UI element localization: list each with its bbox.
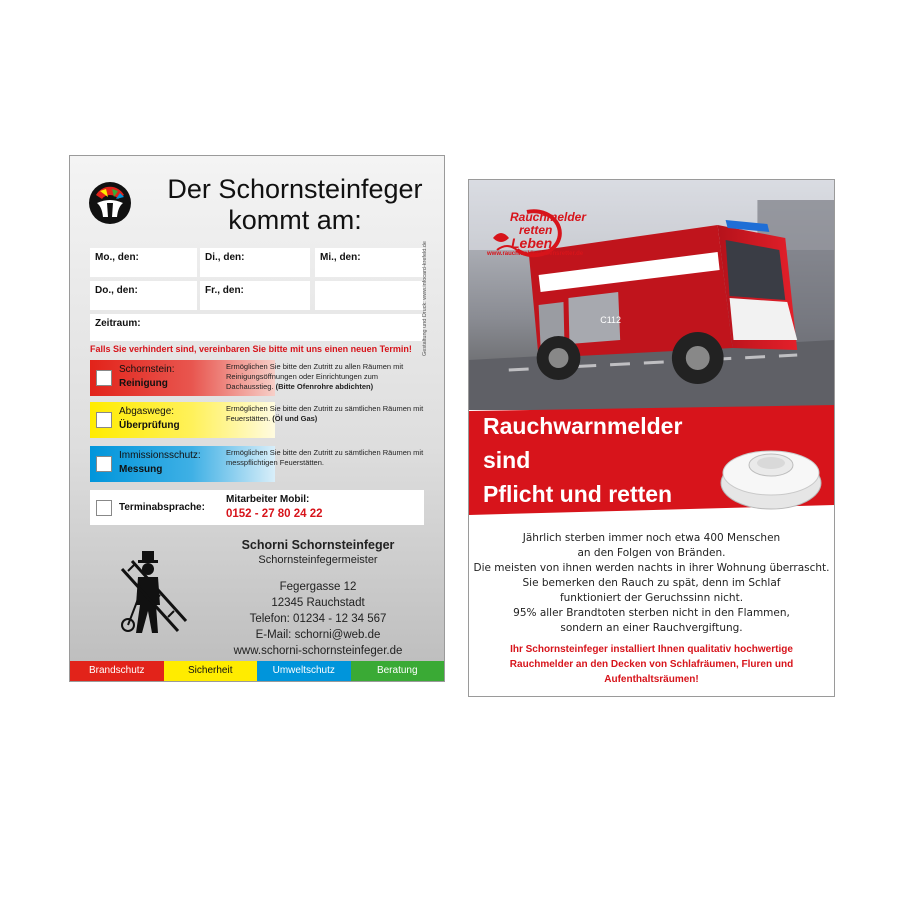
- info-text: [469, 531, 834, 636]
- company-name: Schorni Schornsteinfeger: [241, 538, 395, 552]
- date-field-label: Fr., den:: [205, 285, 244, 296]
- info-line: Sie bemerken den Rauch zu spät, denn im Schlaf: [522, 577, 781, 589]
- mobile-label: Mitarbeiter Mobil:: [226, 494, 310, 505]
- date-field-label: Do., den:: [95, 285, 138, 296]
- truck-number: C112: [600, 314, 622, 326]
- date-field-tuesday[interactable]: [200, 248, 310, 277]
- campaign-url[interactable]: www.rauchmelder-lebensretter.de: [487, 251, 584, 257]
- address-city: 12345 Rauchstadt: [271, 597, 365, 609]
- company-address: [220, 579, 416, 659]
- date-field-thursday[interactable]: [90, 281, 197, 310]
- row-label: [119, 449, 201, 477]
- installation-offer: [469, 642, 834, 687]
- service-footer: [70, 661, 444, 681]
- logo-text-line-2: retten: [519, 223, 553, 237]
- period-field[interactable]: [90, 314, 423, 341]
- smoke-detector-icon: [719, 435, 824, 515]
- row-label-main: Abgaswege:: [119, 406, 175, 417]
- row-description-text: Ermöglichen Sie bitte den Zutritt zu allen Räumen mit Reinigungsöffnungen oder Einrichtungen zum Dachausstieg.: [226, 362, 404, 391]
- row-label-task: Messung: [119, 464, 163, 475]
- task-row-chimney: [90, 360, 424, 396]
- offer-line: Rauchmelder an den Decken von Schlafräumen, Fluren und: [509, 659, 794, 670]
- mobile-number: 0152 - 27 80 24 22: [226, 508, 323, 520]
- headline-line-3: Leben!: [483, 515, 559, 541]
- company-block: [220, 538, 416, 659]
- logo-text-line-1: Rauchmelder: [510, 210, 587, 224]
- date-field-monday[interactable]: [90, 248, 197, 277]
- info-line: sondern an einer Rauchvergiftung.: [560, 622, 743, 634]
- info-line: Die meisten von ihnen werden nachts in ihrer Wohnung überrascht.: [473, 562, 830, 574]
- smoke-detector-flyer: [468, 179, 835, 697]
- row-description: [226, 448, 424, 468]
- footer-fire-protection: Brandschutz: [70, 661, 164, 681]
- date-field-friday[interactable]: [200, 281, 310, 310]
- date-field-wednesday[interactable]: [315, 248, 423, 277]
- reschedule-notice: Falls Sie verhindert sind, vereinbaren Sie bitte mit uns einen neuen Termin!: [90, 344, 412, 354]
- row-description-note: (Bitte Ofenrohre abdichten): [275, 382, 374, 391]
- offer-line: Aufenthaltsräumen!: [604, 674, 699, 685]
- logo-text-line-3: Leben: [511, 235, 553, 251]
- date-field-extra[interactable]: [315, 281, 423, 310]
- row-description: [226, 404, 424, 424]
- row-description-text: Ermöglichen Sie bitte den Zutritt zu sämtlichen Räumen mit Feuerstätten.: [226, 404, 424, 423]
- appointment-row: [90, 490, 424, 525]
- headline-line-1: Rauchwarnmelder sind: [483, 413, 683, 473]
- info-line: Jährlich sterben immer noch etwa 400 Menschen: [522, 532, 781, 544]
- guild-logo-icon: [88, 181, 132, 225]
- title-line-2: kommt am:: [228, 205, 362, 235]
- row-description: [226, 362, 424, 392]
- headline: [483, 409, 733, 545]
- print-credit: Gestaltung und Druck: www.infocard-krefeld.de: [422, 241, 428, 356]
- row-label-task: Überprüfung: [119, 420, 180, 431]
- period-label: Zeitraum:: [95, 318, 141, 329]
- address-street: Fegergasse 12: [279, 581, 357, 593]
- row-label: [119, 405, 180, 433]
- footer-consulting: Beratung: [351, 661, 445, 681]
- row-label-main: Immissionsschutz:: [119, 450, 201, 461]
- row-description-text: Ermöglichen Sie bitte den Zutritt zu sämtlichen Räumen mit messpflichtigen Feuerstätten.: [226, 448, 424, 467]
- date-field-label: Di., den:: [205, 252, 245, 263]
- offer-line: Ihr Schornsteinfeger installiert Ihnen qualitativ hochwertige: [510, 644, 793, 655]
- date-field-label: Mo., den:: [95, 252, 139, 263]
- company-email[interactable]: E-Mail: schorni@web.de: [255, 629, 381, 641]
- appointment-label: Terminabsprache:: [119, 502, 205, 513]
- company-website[interactable]: www.schorni-schornsteinfeger.de: [233, 645, 403, 657]
- info-line: an den Folgen von Bränden.: [577, 547, 726, 559]
- task-row-flue: [90, 402, 424, 438]
- info-line: 95% aller Brandtoten sterben nicht in den Flammen,: [513, 607, 790, 619]
- footer-environment: Umweltschutz: [257, 661, 351, 681]
- headline-line-2: Pflicht und retten: [483, 481, 673, 507]
- appointment-card: [69, 155, 445, 682]
- info-line: funktioniert der Geruchssinn nicht.: [559, 592, 744, 604]
- row-label-task: Reinigung: [119, 378, 168, 389]
- company-phone: Telefon: 01234 - 12 34 567: [249, 613, 387, 625]
- date-field-label: Mi., den:: [320, 252, 361, 263]
- title-line-1: Der Schornsteinfeger: [167, 174, 423, 204]
- task-row-emission: [90, 446, 424, 482]
- flue-checkbox[interactable]: [96, 412, 112, 428]
- row-label-main: Schornstein:: [119, 364, 175, 375]
- company-title: Schornsteinfegermeister: [258, 554, 378, 566]
- appointment-checkbox[interactable]: [96, 500, 112, 516]
- row-label: [119, 363, 175, 391]
- chimney-checkbox[interactable]: [96, 370, 112, 386]
- row-description-note: (Öl und Gas): [272, 414, 318, 423]
- chimney-sweep-icon: [118, 549, 188, 639]
- footer-safety: Sicherheit: [164, 661, 258, 681]
- page-title: [150, 174, 440, 236]
- emission-checkbox[interactable]: [96, 456, 112, 472]
